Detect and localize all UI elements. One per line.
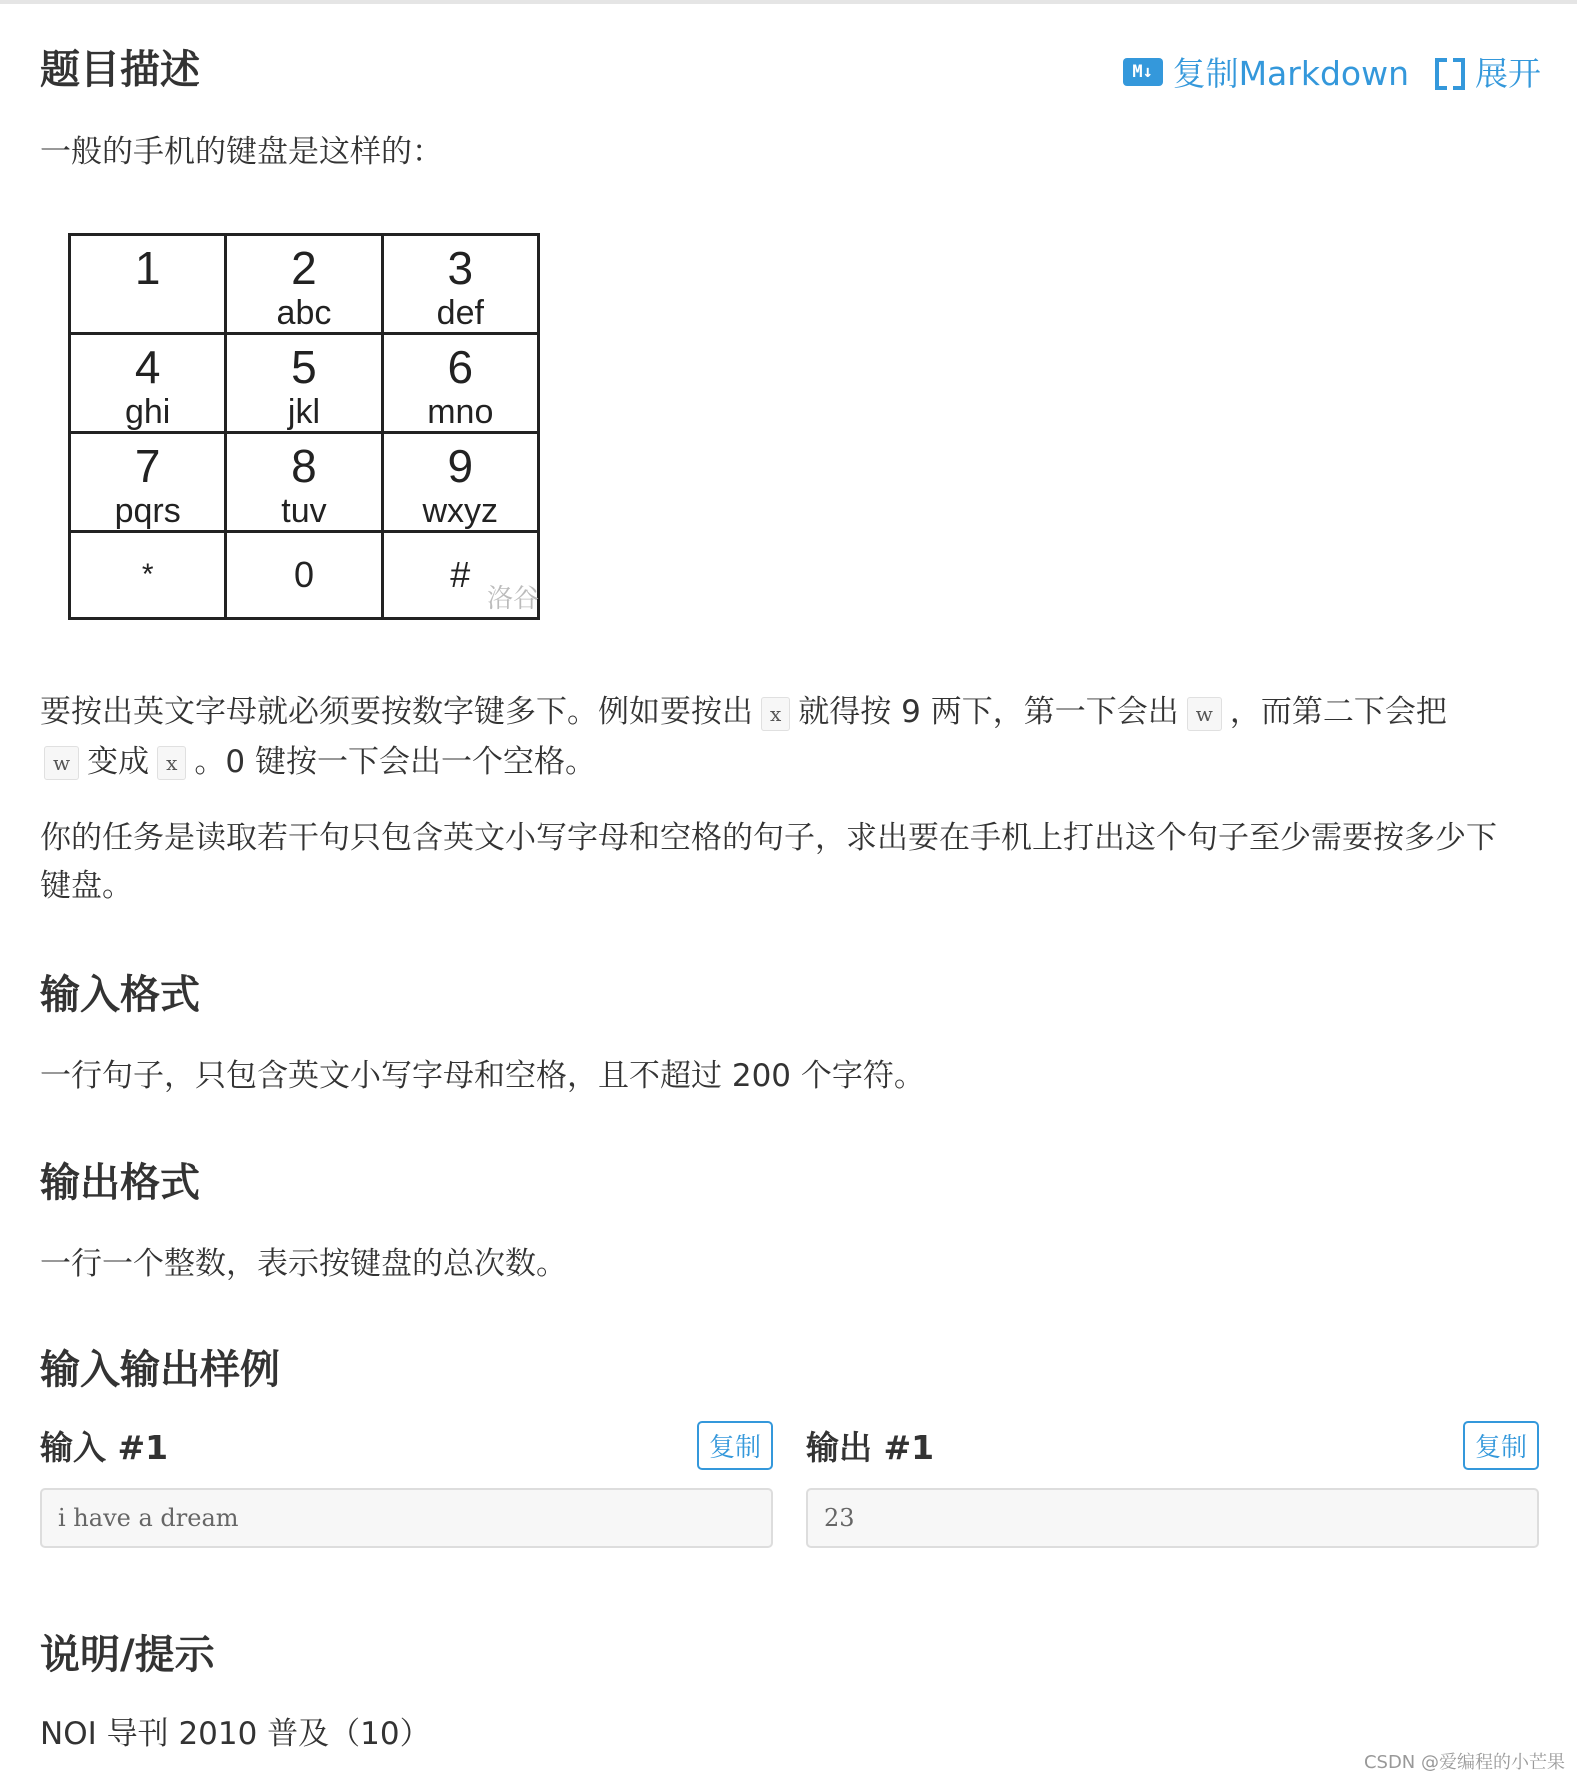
sample-output-box: [806, 1420, 1539, 1548]
input-format-title: 输入格式: [40, 972, 200, 1018]
description-paragraph-1: 要按出英文字母就必须要按数字键多下。例如要按出 x 就得按 9 两下，第一下会出 w ，而第二下会把 w 变成 x 。0 键按一下会出一个空格。: [40, 694, 1447, 780]
copy-markdown-button[interactable]: [1123, 48, 1409, 95]
hint-title: 说明/提示: [40, 1632, 215, 1678]
key-hash: # 洛谷: [382, 532, 538, 619]
key-3: 3 def: [382, 235, 538, 334]
key-1: 1: [70, 235, 226, 334]
hint-text: NOI 导刊 2010 普及（10）: [40, 1716, 431, 1752]
output-format-text: 一行一个整数，表示按键盘的总次数。: [40, 1246, 567, 1282]
markdown-icon: M↓: [1123, 58, 1163, 86]
luogu-watermark: 洛谷: [486, 583, 539, 613]
output-format-title: 输出格式: [40, 1160, 200, 1206]
sample-input-box: [40, 1420, 773, 1548]
description-paragraph-2: 你的任务是读取若干句只包含英文小写字母和空格的句子，求出要在手机上打出这个句子至少需要按多少下键盘。: [40, 820, 1497, 904]
expand-label: 展开: [1475, 54, 1541, 93]
key-8: 8 tuv: [226, 433, 382, 532]
top-divider: [0, 0, 1577, 4]
sample-input-title: 输入 #1: [40, 1427, 169, 1467]
copy-output-button[interactable]: 复制: [1463, 1421, 1539, 1470]
key-6: 6 mno: [382, 334, 538, 433]
keypad-image: [40, 205, 540, 625]
inline-code-x: x: [761, 697, 790, 731]
key-0: 0: [226, 532, 382, 619]
toolbar: [1123, 48, 1541, 95]
key-2: 2 abc: [226, 235, 382, 334]
key-5: 5 jkl: [226, 334, 382, 433]
keypad-table: [68, 233, 540, 620]
key-4: 4 ghi: [70, 334, 226, 433]
key-9: 9 wxyz: [382, 433, 538, 532]
sample-output-title: 输出 #1: [806, 1427, 935, 1467]
expand-icon: [1435, 58, 1465, 86]
description-intro: 一般的手机的键盘是这样的：: [40, 134, 443, 170]
csdn-watermark: CSDN @爱编程的小芒果: [1363, 1752, 1565, 1773]
inline-code-w: w: [1187, 697, 1222, 731]
sample-input-code[interactable]: i have a dream: [40, 1488, 773, 1548]
key-7: 7 pqrs: [70, 433, 226, 532]
inline-code-w: w: [44, 746, 79, 780]
sample-output-code[interactable]: 23: [806, 1488, 1539, 1548]
expand-button[interactable]: [1435, 48, 1541, 95]
inline-code-x: x: [157, 746, 186, 780]
key-star: *: [70, 532, 226, 619]
samples-title: 输入输出样例: [40, 1347, 280, 1393]
copy-input-button[interactable]: 复制: [697, 1421, 773, 1470]
input-format-text: 一行句子，只包含英文小写字母和空格，且不超过 200 个字符。: [40, 1058, 925, 1094]
copy-markdown-label: 复制Markdown: [1172, 54, 1409, 93]
description-title: 题目描述: [40, 47, 200, 93]
